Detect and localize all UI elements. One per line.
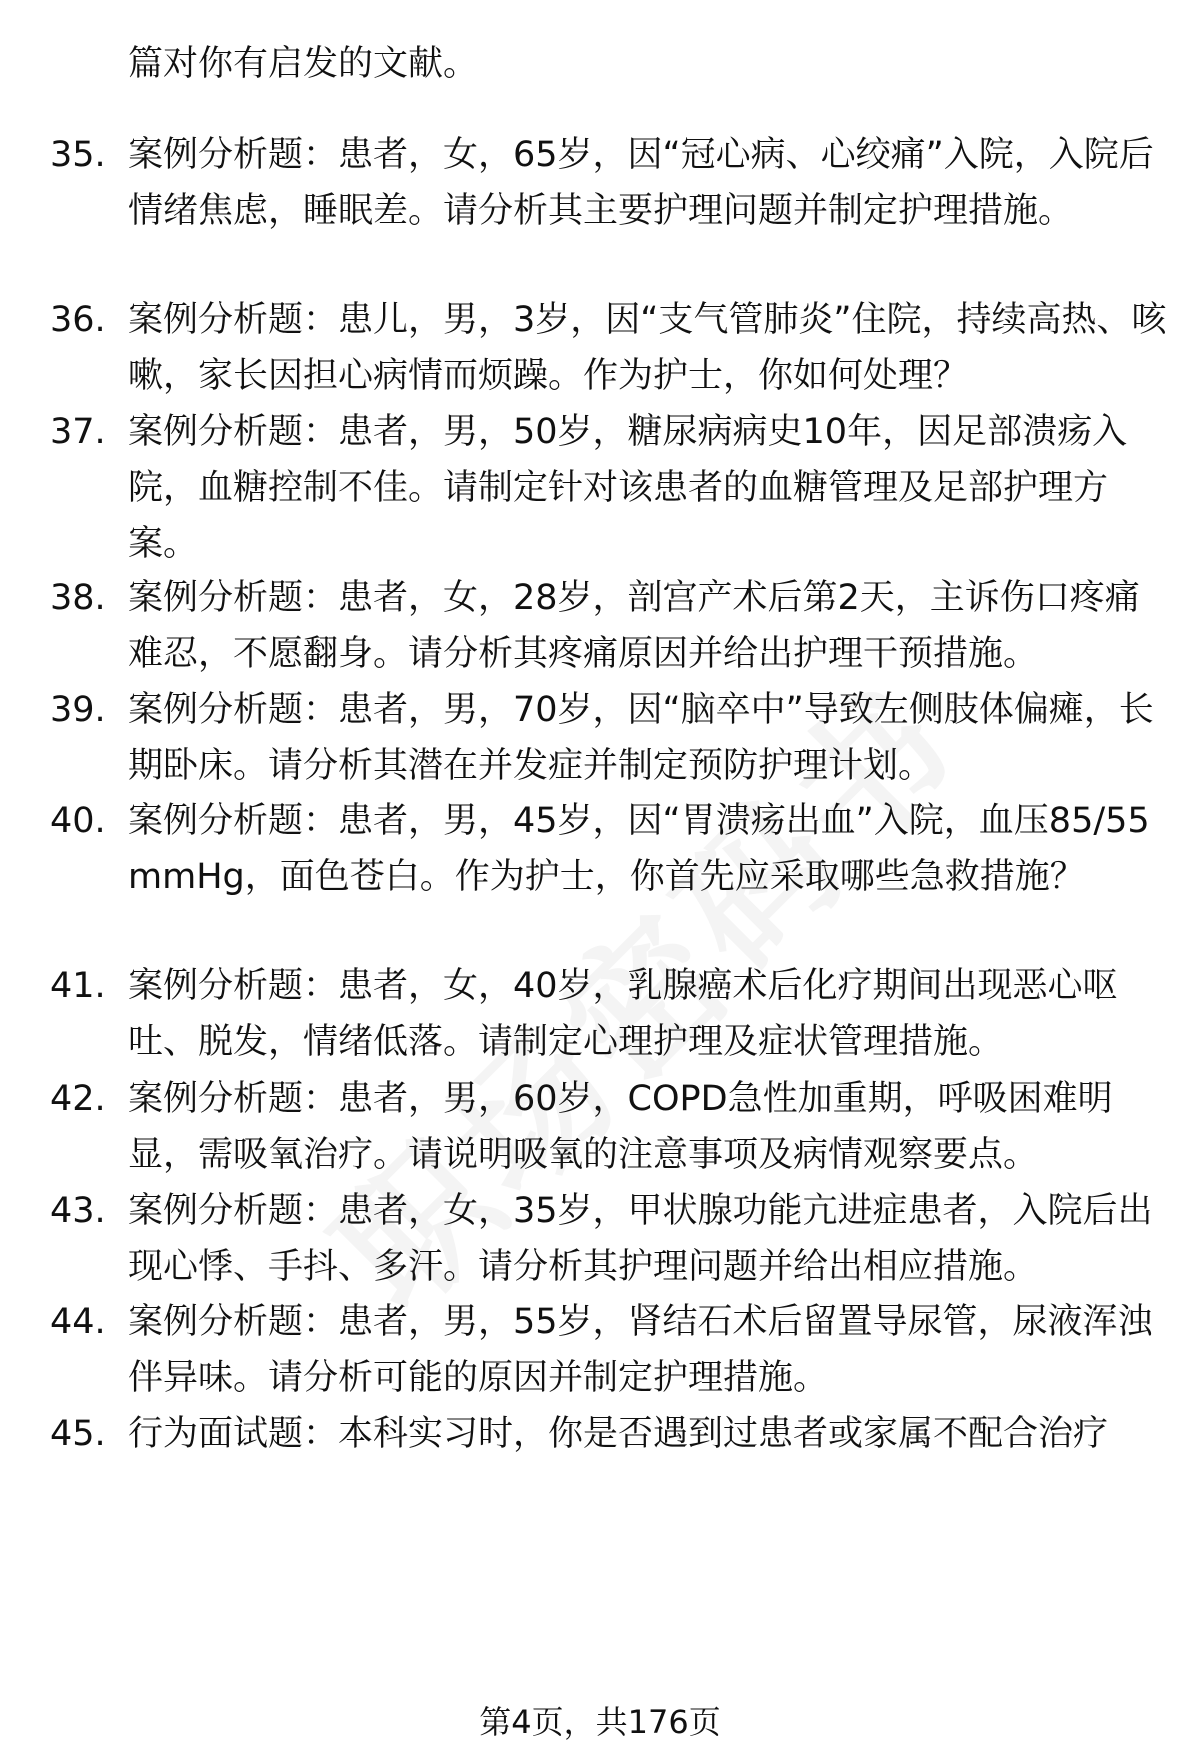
question-item-37 bbox=[50, 404, 1170, 572]
question-item-36 bbox=[50, 292, 1170, 404]
question-item-45 bbox=[50, 1406, 1170, 1462]
question-item-38 bbox=[50, 570, 1170, 682]
question-number: 37. bbox=[50, 412, 106, 452]
question-text: 案例分析题：患者，男，60岁，COPD急性加重期，呼吸困难明显，需吸氧治疗。请说明吸氧的注意事项及病情观察要点。 bbox=[128, 1079, 1113, 1175]
question-text: 案例分析题：患者，男，50岁，糖尿病病史10年，因足部溃疡入院，血糖控制不佳。请制定针对该患者的血糖管理及足部护理方案。 bbox=[128, 412, 1128, 564]
question-number: 42. bbox=[50, 1079, 106, 1119]
question-number: 36. bbox=[50, 300, 106, 340]
question-number: 38. bbox=[50, 578, 106, 618]
question-text: 案例分析题：患者，女，65岁，因“冠心病、心绞痛”入院，入院后情绪焦虑，睡眠差。请分析其主要护理问题并制定护理措施。 bbox=[128, 135, 1154, 231]
question-text: 案例分析题：患者，男，70岁，因“脑卒中”导致左侧肢体偏瘫，长期卧床。请分析其潜在并发症并制定预防护理计划。 bbox=[128, 690, 1154, 786]
question-item-42 bbox=[50, 1071, 1170, 1183]
continued-text: 篇对你有启发的文献。 bbox=[128, 44, 479, 84]
question-item-43 bbox=[50, 1183, 1170, 1295]
question-item-44 bbox=[50, 1294, 1170, 1406]
question-number: 41. bbox=[50, 966, 106, 1006]
question-item-41 bbox=[50, 958, 1170, 1070]
question-number: 45. bbox=[50, 1414, 106, 1454]
question-number: 39. bbox=[50, 690, 106, 730]
question-text: 案例分析题：患者，女，28岁，剖宫产术后第2天，主诉伤口疼痛难忍，不愿翻身。请分析其疼痛原因并给出护理干预措施。 bbox=[128, 578, 1140, 674]
question-text: 案例分析题：患者，女，40岁，乳腺癌术后化疗期间出现恶心呕吐、脱发，情绪低落。请制定心理护理及症状管理措施。 bbox=[128, 966, 1118, 1062]
question-text: 行为面试题：本科实习时，你是否遇到过患者或家属不配合治疗 bbox=[128, 1414, 1109, 1454]
question-text: 案例分析题：患者，女，35岁，甲状腺功能亢进症患者，入院后出现心悸、手抖、多汗。请分析其护理问题并给出相应措施。 bbox=[128, 1191, 1153, 1287]
page-footer: 第4页，共176页 bbox=[479, 1703, 721, 1741]
question-item-40 bbox=[50, 793, 1170, 905]
question-number: 43. bbox=[50, 1191, 106, 1231]
question-text: 案例分析题：患者，男，45岁，因“胃溃疡出血”入院，血压85/55mmHg，面色苍白。作为护士，你首先应采取哪些急救措施？ bbox=[128, 801, 1150, 897]
question-item-35 bbox=[50, 127, 1170, 239]
question-number: 40. bbox=[50, 801, 106, 841]
question-text: 案例分析题：患者，男，55岁，肾结石术后留置导尿管，尿液浑浊伴异味。请分析可能的原因并制定护理措施。 bbox=[128, 1302, 1153, 1398]
question-number: 44. bbox=[50, 1302, 106, 1342]
question-text: 案例分析题：患儿，男，3岁，因“支气管肺炎”住院，持续高热、咳嗽，家长因担心病情而烦躁。作为护士，你如何处理？ bbox=[128, 300, 1167, 396]
question-number: 35. bbox=[50, 135, 106, 175]
question-item-39 bbox=[50, 682, 1170, 794]
